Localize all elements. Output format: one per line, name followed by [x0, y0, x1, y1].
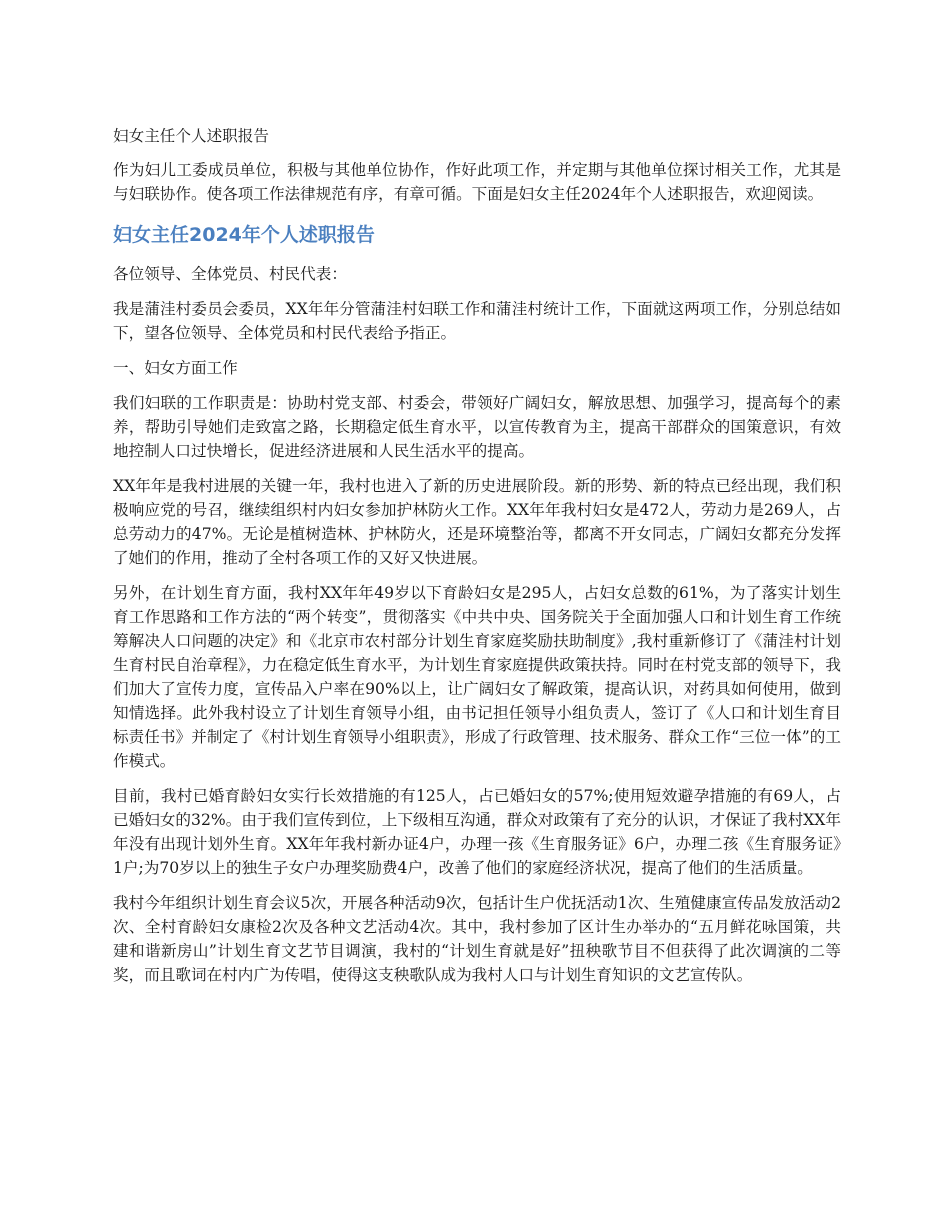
section-heading: 妇女主任2024年个人述职报告 — [113, 224, 375, 246]
body-paragraph: 目前，我村已婚育龄妇女实行长效措施的有125人，占已婚妇女的57%;使用短效避孕措施的有69人，占已婚妇女的32%。由于我们宣传到位，上下级相互沟通，群众对政策有了充分的认识，才保证了我村XX年年没有出现计划外生育。XX年年我村新办证4户，办理一孩《生育服务证》6户，办理二孩《生育服务证》1户;为70岁以上的独生子女户办理奖励费4户，改善了他们的家庭经济状况，提高了他们的生活质量。 — [113, 787, 841, 877]
body-paragraph: 我们妇联的工作职责是：协助村党支部、村委会，带领好广阔妇女，解放思想、加强学习，提高每个的素养，帮助引导她们走致富之路，长期稳定低生育水平，以宣传教育为主，提高干部群众的国策意识，有效地控制人口过快增长，促进经济进展和人民生活水平的提高。 — [113, 394, 841, 460]
document-page — [113, 124, 841, 998]
subsection-title: 一、妇女方面工作 — [113, 359, 238, 377]
document-title: 妇女主任个人述职报告 — [113, 127, 269, 145]
body-paragraph: XX年年是我村进展的关键一年，我村也进入了新的历史进展阶段。新的形势、新的特点已经出现，我们积极响应党的号召，继续组织村内妇女参加护林防火工作。XX年年我村妇女是472人，劳动力是269人，占总劳动力的47%。无论是植树造林、护林防火，还是环境整治等，都离不开女同志，广阔妇女都充分发挥了她们的作用，推动了全村各项工作的又好又快进展。 — [113, 477, 841, 567]
intro-paragraph: 作为妇儿工委成员单位，积极与其他单位协作，作好此项工作，并定期与其他单位探讨相关工作，尤其是与妇联协作。使各项工作法律规范有序，有章可循。下面是妇女主任2024年个人述职报告，欢迎阅读。 — [113, 161, 841, 203]
body-paragraph: 我是蒲洼村委员会委员，XX年年分管蒲洼村妇联工作和蒲洼村统计工作，下面就这两项工作，分别总结如下，望各位领导、全体党员和村民代表给予指正。 — [113, 300, 841, 342]
salutation: 各位领导、全体党员、村民代表： — [113, 265, 347, 283]
body-paragraph: 另外，在计划生育方面，我村XX年年49岁以下育龄妇女是295人，占妇女总数的61%，为了落实计划生育工作思路和工作方法的“两个转变”，贯彻落实《中共中央、国务院关于全面加强人口和计划生育工作统筹解决人口问题的决定》和《北京市农村部分计划生育家庭奖励扶助制度》,我村重新修订了《蒲洼村计划生育村民自治章程》，力在稳定低生育水平，为计划生育家庭提供政策扶持。同时在村党支部的领导下，我们加大了宣传力度，宣传品入户率在90%以上，让广阔妇女了解政策，提高认识，对药具如何使用，做到知情选择。此外我村设立了计划生育领导小组，由书记担任领导小组负责人，签订了《人口和计划生育目标责任书》并制定了《村计划生育领导小组职责》，形成了行政管理、技术服务、群众工作“三位一体”的工作模式。 — [113, 584, 841, 770]
body-paragraph: 我村今年组织计划生育会议5次，开展各种活动9次，包括计生户优抚活动1次、生殖健康宣传品发放活动2次、全村育龄妇女康检2次及各种文艺活动4次。其中，我村参加了区计生办举办的“五月鲜花咏国策，共建和谐新房山”计划生育文艺节目调演，我村的“计划生育就是好”扭秧歌节目不但获得了此次调演的二等奖，而且歌词在村内广为传唱，使得这支秧歌队成为我村人口与计划生育知识的文艺宣传队。 — [113, 894, 841, 984]
